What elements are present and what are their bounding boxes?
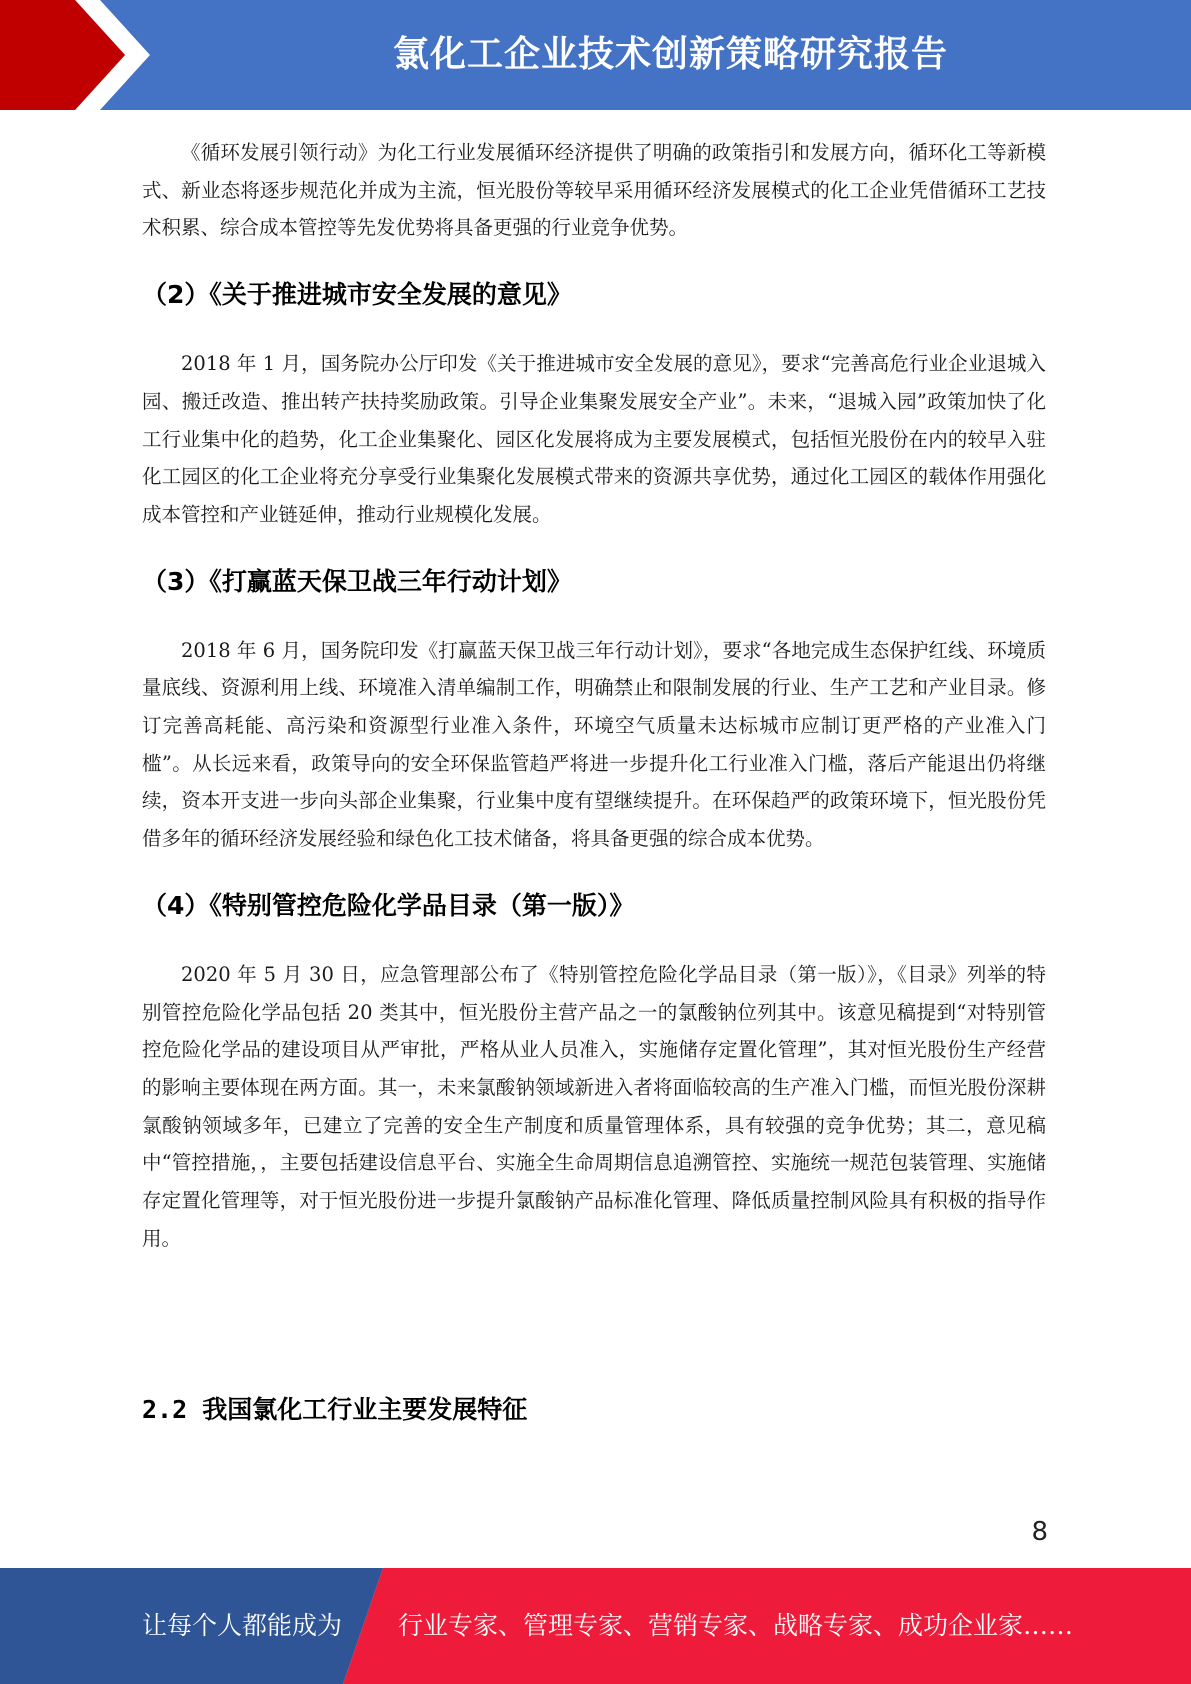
report-title: 氯化工企业技术创新策略研究报告 — [392, 34, 948, 75]
section-number: 2.2 — [142, 1395, 188, 1424]
paragraph-hazardous-chemicals: 2020 年 5 月 30 日，应急管理部公布了《特别管控危险化学品目录（第一版）》，《目录》列举的特别管控危险化学品包括 20 类其中，恒光股份主营产品之一的氯酸钠位列其中。该意见稿提到“对特别管控危险化学品的建设项目从严审批，严格从业人员准入，实施储存定置化管理”，其对恒光股份生产经营的影响主要体现在两方面。其一，未来氯酸钠领域新进入者将面临较高的生产准入门槛，而恒光股份深耕氯酸钠领域多年，已建立了完善的安全生产制度和质量管理体系，具有较强的竞争优势；其二，意见稿中“管控措施，，主要包括建设信息平台、实施全生命周期信息追溯管控、实施统一规范包装管理、实施储存定置化管理等，对于恒光股份进一步提升氯酸钠产品标准化管理、降低质量控制风险具有积极的指导作用。 — [142, 962, 1046, 1250]
footer-slogan-right: 行业专家、管理专家、营销专家、战略专家、成功企业家…… — [398, 1611, 1074, 1640]
heading-blue-sky: （3）《打赢蓝天保卫战三年行动计划》 — [142, 566, 572, 596]
paragraph-urban-safety: 2018 年 1 月，国务院办公厅印发《关于推进城市安全发展的意见》，要求“完善高危行业企业退城入园、搬迁改造、推出转产扶持奖励政策。引导企业集聚发展安全产业”。未来，“退城入园”政策加快了化工行业集中化的趋势，化工企业集聚化、园区化发展将成为主要发展模式，包括恒光股份在内的较早入驻化工园区的化工企业将充分享受行业集聚化发展模式带来的资源共享优势，通过化工园区的载体作用强化成本管控和产业链延伸，推动行业规模化发展。 — [142, 352, 1046, 526]
footer-slogan-left: 让每个人都能成为 — [142, 1611, 343, 1640]
footer-banner — [0, 1568, 1191, 1684]
header-banner — [0, 0, 1191, 110]
section-heading — [142, 1390, 527, 1430]
document-body — [142, 134, 1046, 1257]
section-title: 我国氯化工行业主要发展特征 — [202, 1395, 528, 1424]
paragraph-circular-economy: 《循环发展引领行动》为化工行业发展循环经济提供了明确的政策指引和发展方向，循环化工等新模式、新业态将逐步规范化并成为主流，恒光股份等较早采用循环经济发展模式的化工企业凭借循环工艺技术积累、综合成本管控等先发优势将具备更强的行业竞争优势。 — [142, 141, 1046, 240]
page-number: 8 — [1031, 1517, 1048, 1547]
heading-urban-safety: （2）《关于推进城市安全发展的意见》 — [142, 280, 572, 310]
heading-hazardous-chemicals: （4）《特别管控危险化学品目录（第一版）》 — [142, 890, 635, 920]
paragraph-blue-sky: 2018 年 6 月，国务院印发《打赢蓝天保卫战三年行动计划》，要求“各地完成生态保护红线、环境质量底线、资源利用上线、环境准入清单编制工作，明确禁止和限制发展的行业、生产工艺和产业目录。修订完善高耗能、高污染和资源型行业准入条件，环境空气质量未达标城市应制订更严格的产业准入门槛”。从长远来看，政策导向的安全环保监管趋严将进一步提升化工行业准入门槛，落后产能退出仍将继续，资本开支进一步向头部企业集聚，行业集中度有望继续提升。在环保趋严的政策环境下，恒光股份凭借多年的循环经济发展经验和绿色化工技术储备，将具备更强的综合成本优势。 — [142, 638, 1046, 851]
